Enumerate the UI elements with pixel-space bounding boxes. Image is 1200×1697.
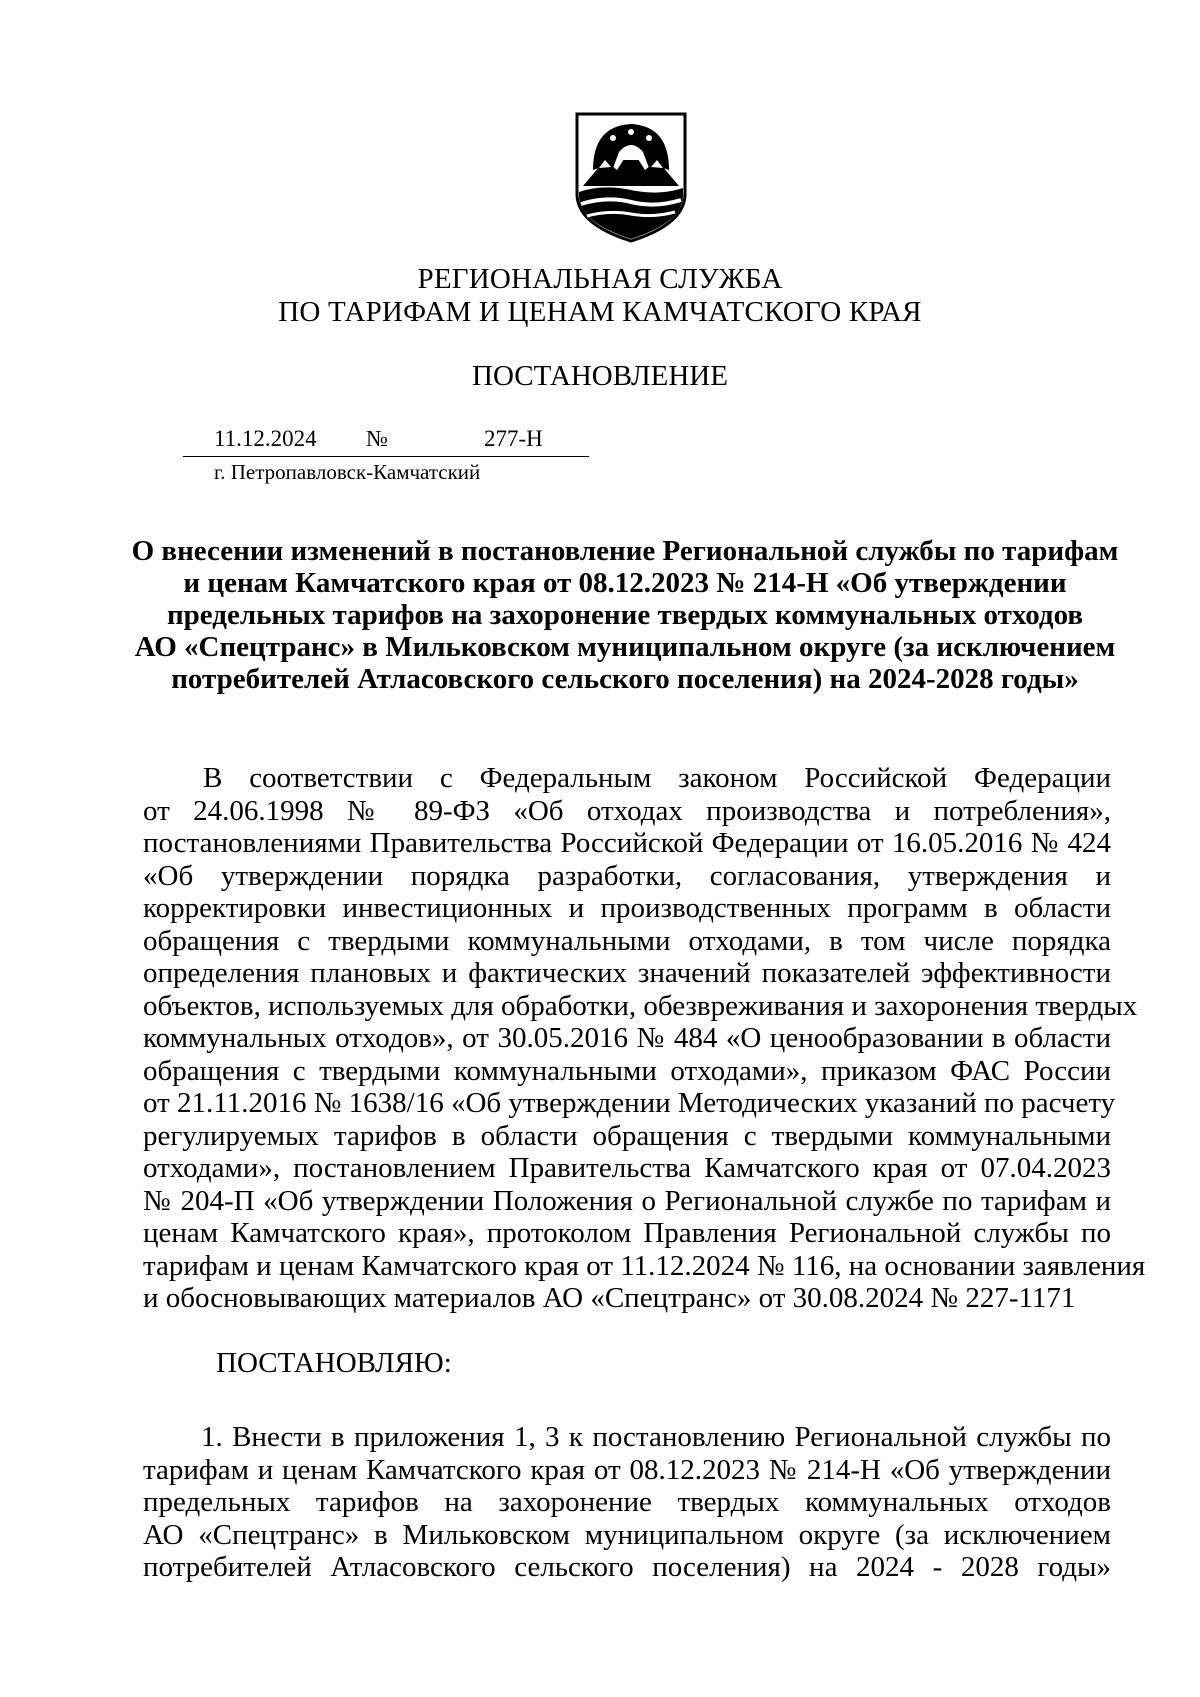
agency-name-line1: РЕГИОНАЛЬНАЯ СЛУЖБА [417, 263, 783, 295]
text-line: АО «Спецтранс» в Мильковском муниципальном округе (за исключением [143, 1518, 1111, 1551]
document-title [130, 535, 1120, 695]
text-line: обращения с твердыми коммунальными отходами, в том числе порядка [143, 924, 1111, 957]
number-sign: № [366, 426, 388, 451]
text-line: от 21.11.2016 № 1638/16 «Об утверждении Методических указаний по расчету [143, 1087, 1116, 1119]
text-line: определения плановых и фактических значений показателей эффективности [143, 957, 1111, 989]
text-line: и обосновывающих материалов АО «Спецтранс» от 30.08.2024 № 227-1171 [143, 1282, 1076, 1314]
text-line: корректировки инвестиционных и производственных программ в области [143, 892, 1111, 924]
document-type: ПОСТАНОВЛЕНИЕ [472, 360, 728, 392]
preamble-paragraph [143, 762, 1146, 1315]
title-line: предельных тарифов на захоронение твердых коммунальных отходов [166, 599, 1084, 631]
text-line: постановлениями Правительства Российской Федерации от 16.05.2016 № 424 [143, 827, 1111, 859]
text-line: тарифам и ценам Камчатского края от 11.12.2024 № 116, на основании заявления [143, 1249, 1146, 1282]
text-line: «Об утверждении порядка разработки, согласования, утверждения и [143, 859, 1111, 892]
text-line: отходами», постановлением Правительства Камчатского края от 07.04.2023 [143, 1152, 1111, 1184]
date-number-line [183, 422, 589, 457]
text-line: от 24.06.1998 № 89-ФЗ «Об отходах производства и потребления», [143, 794, 1111, 827]
text-line: тарифам и ценам Камчатского края от 08.12.2023 № 214-Н «Об утверждении [143, 1453, 1111, 1486]
title-line: потребителей Атласовского сельского поселения) на 2024-2028 годы» [171, 663, 1079, 695]
text-line: коммунальных отходов», от 30.05.2016 № 484 «О ценообразовании в области [143, 1022, 1111, 1054]
text-line: обращения с твердыми коммунальными отходами», приказом ФАС России [143, 1054, 1111, 1087]
title-line: АО «Спецтранс» в Мильковском муниципальном округе (за исключением [134, 631, 1116, 663]
text-line: ценам Камчатского края», протоколом Правления Региональной службы по [143, 1217, 1111, 1249]
clause-1-paragraph [143, 1421, 1111, 1584]
document-date: 11.12.2024 [214, 426, 317, 451]
city-name: г. Петропавловск-Камчатский [214, 460, 481, 484]
document-number: 277-Н [484, 426, 543, 451]
text-line: В соответствии с Федеральным законом Российской Федерации [203, 762, 1111, 794]
title-line: О внесении изменений в постановление Региональной службы по тарифам [131, 535, 1119, 567]
text-line: регулируемых тарифов в области обращения с твердыми коммунальными [143, 1119, 1111, 1152]
text-line: потребителей Атласовского сельского поселения) на 2024 - 2028 годы» [143, 1551, 1111, 1583]
kamchatka-coat-of-arms-icon [573, 112, 689, 243]
resolve-heading: ПОСТАНОВЛЯЮ: [216, 1347, 452, 1379]
text-line: № 204-П «Об утверждении Положения о Региональной службе по тарифам и [143, 1184, 1111, 1217]
agency-name-line2: ПО ТАРИФАМ И ЦЕНАМ КАМЧАТСКОГО КРАЯ [278, 296, 922, 328]
text-line: объектов, используемых для обработки, обезвреживания и захоронения твердых [143, 989, 1138, 1022]
text-line: предельных тарифов на захоронение твердых коммунальных отходов [143, 1486, 1111, 1518]
text-line: 1. Внести в приложения 1, 3 к постановлению Региональной службы по [201, 1421, 1111, 1453]
title-line: и ценам Камчатского края от 08.12.2023 № 214-Н «Об утверждении [183, 567, 1067, 599]
